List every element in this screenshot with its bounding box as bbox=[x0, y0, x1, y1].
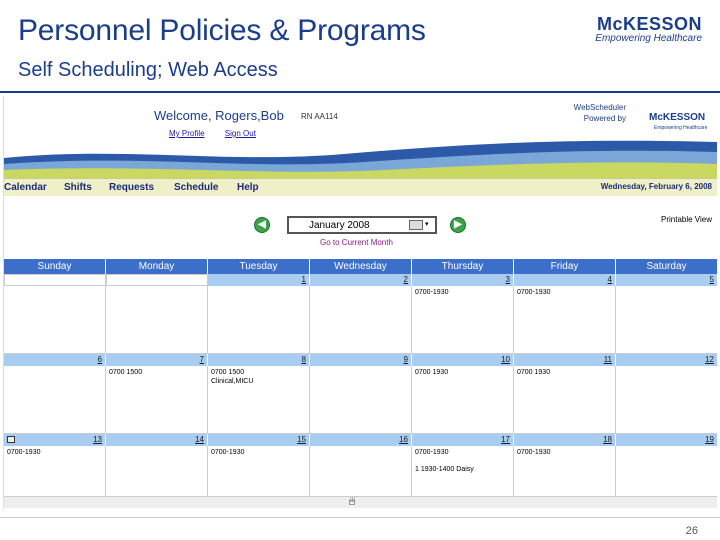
welcome-text: Welcome, Rogers,Bob bbox=[154, 108, 284, 123]
day-number-link[interactable]: 15 bbox=[297, 435, 306, 444]
day-header bbox=[616, 354, 717, 366]
day-body[interactable] bbox=[412, 366, 514, 434]
slide-title: Personnel Policies & Programs bbox=[18, 14, 426, 47]
weekday-monday: Monday bbox=[106, 259, 208, 274]
shift-entry[interactable]: 0700 1500 bbox=[109, 369, 143, 376]
day-body[interactable] bbox=[514, 286, 616, 354]
day-header bbox=[514, 354, 616, 366]
day-body[interactable] bbox=[310, 366, 412, 434]
day-header bbox=[4, 434, 106, 446]
weekday-wednesday: Wednesday bbox=[310, 259, 412, 274]
day-header bbox=[106, 434, 208, 446]
left-arrow-icon: ◀ bbox=[258, 219, 266, 230]
request-entry[interactable]: 1 1930-1400 Daisy bbox=[415, 466, 474, 473]
printable-view-link[interactable]: Printable View bbox=[661, 215, 712, 224]
weekday-saturday: Saturday bbox=[616, 259, 717, 274]
day-cell-empty bbox=[4, 274, 106, 286]
day-header bbox=[208, 434, 310, 446]
footer-rule bbox=[0, 517, 720, 518]
prev-month-button[interactable] bbox=[254, 217, 270, 233]
webscheduler-brand bbox=[564, 102, 626, 124]
day-body[interactable] bbox=[310, 286, 412, 354]
day-number-link[interactable]: 11 bbox=[603, 355, 612, 364]
banner-wave bbox=[4, 134, 717, 180]
day-number-link[interactable]: 3 bbox=[505, 275, 510, 284]
day-number-link[interactable]: 16 bbox=[399, 435, 408, 444]
day-header bbox=[4, 354, 106, 366]
mckesson-logo bbox=[590, 14, 702, 44]
week-select-icon[interactable] bbox=[7, 436, 15, 443]
shift-entry[interactable]: 0700-1930 bbox=[517, 289, 551, 296]
day-number-link[interactable]: 12 bbox=[705, 355, 714, 364]
day-body[interactable] bbox=[4, 366, 106, 434]
day-number-link[interactable]: 4 bbox=[607, 275, 612, 284]
current-date: Wednesday, February 6, 2008 bbox=[600, 182, 712, 191]
day-number-link[interactable]: 13 bbox=[93, 435, 102, 444]
day-number-link[interactable]: 8 bbox=[301, 355, 306, 364]
right-arrow-icon: ▶ bbox=[454, 219, 462, 230]
menu-shifts[interactable]: Shifts bbox=[64, 182, 92, 193]
day-number-link[interactable]: 10 bbox=[501, 355, 510, 364]
shift-unit: Clinical,MICU bbox=[211, 378, 254, 385]
day-header bbox=[616, 434, 717, 446]
shift-entry[interactable]: 0700 1500 bbox=[211, 369, 245, 376]
brand-line2: Powered by bbox=[583, 114, 626, 123]
shift-entry[interactable]: 0700-1930 bbox=[415, 289, 449, 296]
menu-calendar[interactable]: Calendar bbox=[4, 182, 47, 193]
chevron-down-icon[interactable]: ▾ bbox=[425, 221, 429, 228]
calendar-week-3 bbox=[4, 434, 717, 504]
goto-current-month-link[interactable]: Go to Current Month bbox=[320, 238, 393, 247]
profile-links bbox=[169, 129, 274, 138]
day-number-link[interactable]: 18 bbox=[603, 435, 612, 444]
my-profile-link[interactable]: My Profile bbox=[169, 129, 205, 138]
day-number-link[interactable]: 1 bbox=[301, 275, 306, 284]
day-body[interactable] bbox=[514, 366, 616, 434]
day-body[interactable] bbox=[106, 286, 208, 354]
day-header bbox=[208, 354, 310, 366]
title-rule bbox=[0, 91, 720, 93]
logo-name: McKESSON bbox=[596, 14, 702, 34]
menu-help[interactable]: Help bbox=[237, 182, 259, 193]
day-number-link[interactable]: 19 bbox=[705, 435, 714, 444]
scroll-grip-text: III bbox=[350, 498, 356, 504]
month-select-value: January 2008 bbox=[309, 220, 370, 231]
day-header bbox=[514, 434, 616, 446]
day-body[interactable] bbox=[4, 286, 106, 354]
calendar-week-1 bbox=[4, 274, 717, 354]
day-number-link[interactable]: 17 bbox=[501, 435, 510, 444]
day-header bbox=[412, 354, 514, 366]
slide-subtitle: Self Scheduling; Web Access bbox=[18, 59, 278, 81]
day-header bbox=[208, 274, 310, 286]
day-number-link[interactable]: 9 bbox=[403, 355, 408, 364]
day-body[interactable] bbox=[616, 286, 717, 354]
next-month-button[interactable] bbox=[450, 217, 466, 233]
day-header bbox=[310, 434, 412, 446]
app-logo-name: McKESSON bbox=[649, 112, 706, 123]
sign-out-link[interactable]: Sign Out bbox=[224, 129, 256, 138]
day-body[interactable] bbox=[412, 286, 514, 354]
shift-entry[interactable]: 0700-1930 bbox=[211, 449, 245, 456]
logo-tagline: Empowering Healthcare bbox=[595, 33, 702, 44]
shift-entry[interactable]: 0700-1930 bbox=[517, 449, 551, 456]
day-header bbox=[106, 354, 208, 366]
menu-schedule[interactable]: Schedule bbox=[174, 182, 219, 193]
brand-line1: WebScheduler bbox=[573, 103, 626, 112]
weekday-thursday: Thursday bbox=[412, 259, 514, 274]
day-number-link[interactable]: 14 bbox=[195, 435, 204, 444]
shift-entry[interactable]: 0700-1930 bbox=[7, 449, 41, 456]
day-cell-empty bbox=[106, 274, 208, 286]
shift-entry[interactable]: 0700 1930 bbox=[415, 369, 449, 376]
shift-entry[interactable]: 0700-1930 bbox=[415, 449, 449, 456]
day-header bbox=[514, 274, 616, 286]
weekday-sunday: Sunday bbox=[4, 259, 106, 274]
day-header bbox=[616, 274, 717, 286]
day-header bbox=[412, 434, 514, 446]
day-header bbox=[310, 274, 412, 286]
month-select[interactable] bbox=[287, 216, 437, 234]
day-header bbox=[310, 354, 412, 366]
main-menu bbox=[4, 178, 717, 196]
day-body[interactable] bbox=[106, 366, 208, 434]
page-number: 26 bbox=[685, 525, 698, 537]
weekday-friday: Friday bbox=[514, 259, 616, 274]
month-navigation bbox=[4, 214, 717, 254]
role-badge: RN AA114 bbox=[301, 112, 338, 121]
day-number-link[interactable]: 6 bbox=[97, 355, 102, 364]
menu-requests[interactable]: Requests bbox=[109, 182, 155, 193]
day-body[interactable] bbox=[208, 286, 310, 354]
weekday-tuesday: Tuesday bbox=[208, 259, 310, 274]
horizontal-scrollbar[interactable] bbox=[4, 496, 717, 508]
app-banner bbox=[4, 96, 717, 180]
day-number-link[interactable]: 2 bbox=[403, 275, 408, 284]
day-body[interactable] bbox=[616, 366, 717, 434]
day-number-link[interactable]: 5 bbox=[709, 275, 714, 284]
webscheduler-screenshot bbox=[3, 96, 717, 510]
day-body[interactable] bbox=[208, 366, 310, 434]
day-header bbox=[412, 274, 514, 286]
shift-entry[interactable]: 0700 1930 bbox=[517, 369, 551, 376]
app-logo-tagline: Empowering Healthcare bbox=[654, 125, 708, 131]
calendar-week-2 bbox=[4, 354, 717, 434]
calendar-icon[interactable] bbox=[409, 220, 423, 230]
day-number-link[interactable]: 7 bbox=[199, 355, 204, 364]
